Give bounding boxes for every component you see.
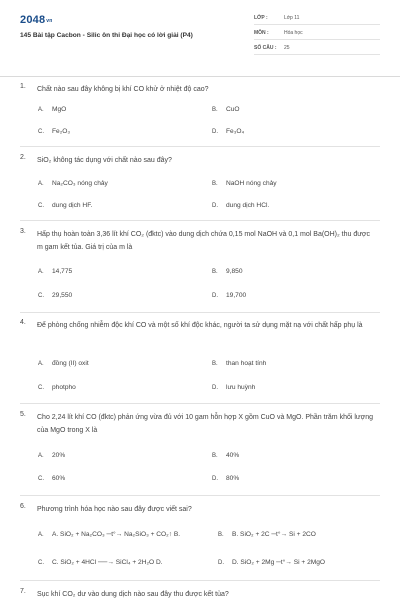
option-letter: A. xyxy=(38,107,44,113)
option-b[interactable] xyxy=(212,180,277,187)
option-b[interactable] xyxy=(212,452,239,459)
option-c[interactable] xyxy=(38,559,163,566)
option-letter: C. xyxy=(38,293,44,299)
option-text: dung dịch HCl. xyxy=(226,202,270,209)
option-letter: D. xyxy=(212,476,218,482)
option-c[interactable] xyxy=(38,475,65,482)
option-letter: D. xyxy=(212,203,218,209)
option-text: D. SiO₂ + 2Mg ─t°→ Si + 2MgO xyxy=(232,559,326,566)
question-stem: SiO₂ không tác dụng với chất nào sau đây? xyxy=(37,157,172,164)
option-letter: B. xyxy=(218,532,224,538)
option-text: MgO xyxy=(52,106,67,113)
option-text: CuO xyxy=(226,106,240,113)
option-letter: A. xyxy=(38,269,44,275)
option-text: A. SiO₂ + Na₂CO₃ ─t°→ Na₂SiO₃ + CO₂↑ B. xyxy=(52,531,181,538)
option-b[interactable] xyxy=(212,106,240,113)
option-letter: D. xyxy=(218,560,224,566)
question-separator xyxy=(20,580,380,581)
question-number: 7. xyxy=(20,588,26,595)
option-text: 80% xyxy=(226,475,240,482)
meta-value: Hóa học xyxy=(284,30,303,36)
option-a[interactable] xyxy=(38,268,72,275)
option-text: Na₂CO₃ nóng chảy xyxy=(52,180,108,187)
option-letter: C. xyxy=(38,129,44,135)
option-text: Fe₃O₄ xyxy=(226,128,245,135)
option-letter: D. xyxy=(212,129,218,135)
question-stem: Sục khí CO₂ dư vào dung dịch nào sau đây thu được kết tủa? xyxy=(37,591,229,598)
option-d[interactable] xyxy=(212,128,244,135)
option-c[interactable] xyxy=(38,128,70,135)
option-text: NaOH nóng chảy xyxy=(226,180,277,187)
option-d[interactable] xyxy=(218,559,325,566)
question-number: 2. xyxy=(20,154,26,161)
option-text: dung dịch HF. xyxy=(52,202,93,209)
option-letter: D. xyxy=(212,293,218,299)
meta-row-class xyxy=(254,13,380,25)
meta-value: Lớp 11 xyxy=(284,15,300,21)
option-d[interactable] xyxy=(212,292,246,299)
option-a[interactable] xyxy=(38,531,180,538)
logo-suffix: vn xyxy=(46,18,53,24)
question-separator xyxy=(20,495,380,496)
document-header xyxy=(0,0,400,78)
option-letter: B. xyxy=(212,269,218,275)
option-letter: B. xyxy=(212,107,218,113)
question-number: 3. xyxy=(20,228,26,235)
option-letter: A. xyxy=(38,361,44,367)
meta-key: LỚP : xyxy=(254,15,268,21)
option-c[interactable] xyxy=(38,292,72,299)
option-text: 20% xyxy=(52,452,66,459)
option-b[interactable] xyxy=(212,360,266,367)
option-text: 29,550 xyxy=(52,292,73,299)
logo-text: 2048 xyxy=(20,14,46,26)
option-a[interactable] xyxy=(38,452,65,459)
option-text: 60% xyxy=(52,475,66,482)
question-number: 4. xyxy=(20,319,26,326)
header-divider xyxy=(0,76,400,77)
option-c[interactable] xyxy=(38,384,76,391)
option-a[interactable] xyxy=(38,180,108,187)
option-b[interactable] xyxy=(218,531,316,538)
option-letter: D. xyxy=(212,385,218,391)
option-text: Fe₂O₃ xyxy=(52,128,71,135)
option-text: than hoạt tính xyxy=(226,360,267,367)
question-stem: Hấp thụ hoàn toàn 3,36 lít khí CO₂ (đktc) vào dung dịch chứa 0,15 mol NaOH và 0,1 mol Ba(OH)₂ thu được m gam kết tủa. Giá trị của m là xyxy=(37,231,371,251)
question-number: 5. xyxy=(20,411,26,418)
option-a[interactable] xyxy=(38,360,89,367)
option-letter: C. xyxy=(38,560,44,566)
option-letter: B. xyxy=(212,453,218,459)
option-letter: A. xyxy=(38,453,44,459)
option-text: photpho xyxy=(52,384,76,391)
option-letter: A. xyxy=(38,532,44,538)
option-text: 14,775 xyxy=(52,268,73,275)
meta-value: 25 xyxy=(284,45,290,51)
option-text: B. SiO₂ + 2C ─t°→ Si + 2CO xyxy=(232,531,316,538)
option-d[interactable] xyxy=(212,384,255,391)
option-text: 19,700 xyxy=(226,292,247,299)
option-b[interactable] xyxy=(212,268,243,275)
option-text: đồng (II) oxit xyxy=(52,360,89,367)
question-stem: Để phòng chống nhiễm độc khí CO và một số khí độc khác, người ta sử dụng mặt nạ với chất hấp phụ là xyxy=(37,322,363,329)
option-a[interactable] xyxy=(38,106,66,113)
option-d[interactable] xyxy=(212,475,239,482)
question-stem: Chất nào sau đây không bị khí CO khử ở nhiệt độ cao? xyxy=(37,86,209,93)
meta-info xyxy=(254,13,380,58)
question-stem: Phương trình hóa học nào sau đây được viết sai? xyxy=(37,506,192,513)
meta-row-subject xyxy=(254,28,380,40)
meta-key: MÔN : xyxy=(254,30,269,36)
option-text: lưu huỳnh xyxy=(226,384,256,391)
option-letter: C. xyxy=(38,476,44,482)
site-logo[interactable] xyxy=(20,14,53,26)
document-title: 145 Bài tập Cacbon - Silic ôn thi Đại học có lời giải (P4) xyxy=(20,32,193,39)
option-letter: B. xyxy=(212,181,218,187)
option-c[interactable] xyxy=(38,202,92,209)
question-number: 6. xyxy=(20,503,26,510)
option-letter: B. xyxy=(212,361,218,367)
option-text: C. SiO₂ + 4HCl ──→ SiCl₄ + 2H₂O D. xyxy=(52,559,163,566)
question-separator xyxy=(20,312,380,313)
option-letter: C. xyxy=(38,203,44,209)
option-text: 9,850 xyxy=(226,268,243,275)
meta-key: SỐ CÂU : xyxy=(254,45,277,51)
option-d[interactable] xyxy=(212,202,269,209)
question-number: 1. xyxy=(20,83,26,90)
meta-row-count xyxy=(254,43,380,55)
question-separator xyxy=(20,220,380,221)
option-letter: C. xyxy=(38,385,44,391)
question-separator xyxy=(20,403,380,404)
question-stem: Cho 2,24 lít khí CO (đktc) phản ứng vừa đủ với 10 gam hỗn hợp X gồm CuO và MgO. Phần trăm khối lượng của MgO trong X là xyxy=(37,414,373,434)
option-letter: A. xyxy=(38,181,44,187)
option-text: 40% xyxy=(226,452,240,459)
question-separator xyxy=(20,146,380,147)
